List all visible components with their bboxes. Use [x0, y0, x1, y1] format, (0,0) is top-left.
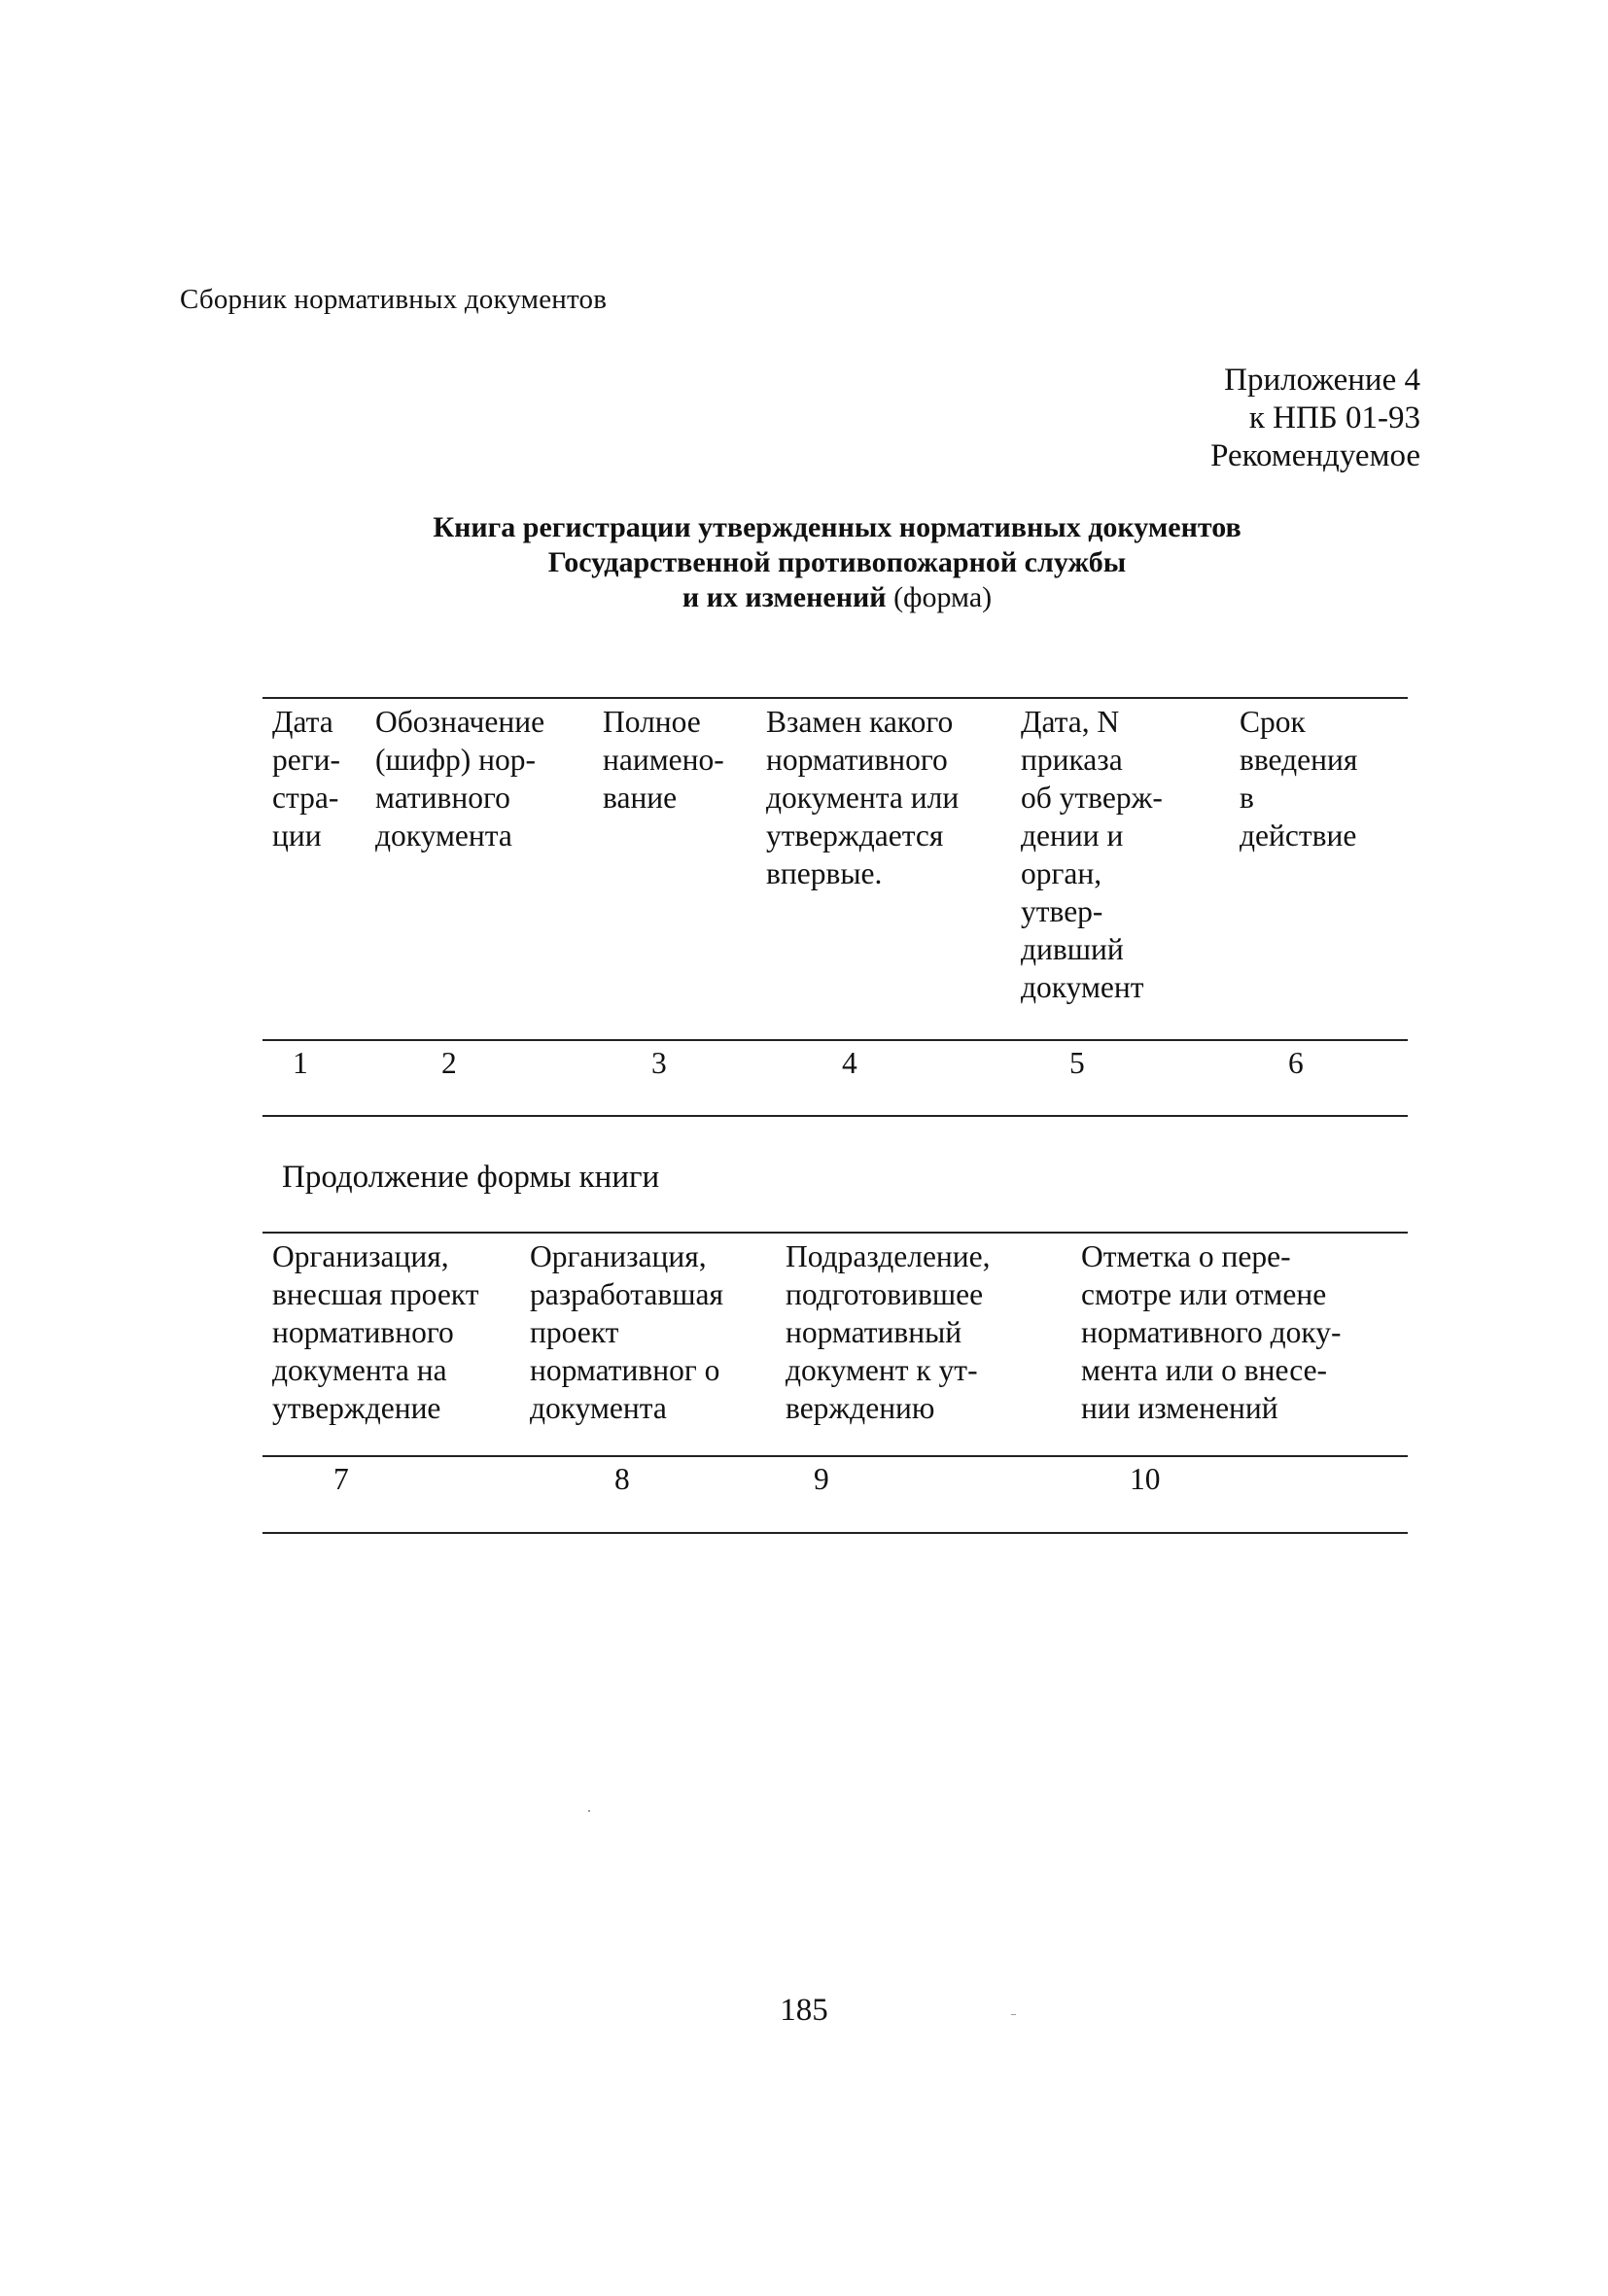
page-number: 185 — [780, 1993, 828, 2028]
table1-header-rule — [262, 1039, 1408, 1041]
table2-top-rule — [262, 1232, 1408, 1234]
form-title — [243, 510, 1431, 615]
table1-col-number: 4 — [842, 1046, 857, 1080]
table1-header-effective-date: Срок введения в действие — [1240, 705, 1358, 852]
title-line-3-normal: (форма) — [886, 581, 993, 613]
table2-col-number: 8 — [614, 1462, 630, 1496]
table2-col-number: 7 — [333, 1462, 349, 1496]
appendix-block — [1210, 362, 1420, 475]
collection-title: Сборник нормативных документов — [180, 284, 608, 315]
appendix-number: Приложение 4 — [1224, 363, 1420, 398]
appendix-status: Рекомендуемое — [1210, 438, 1420, 473]
table1-col-number: 1 — [293, 1046, 308, 1080]
table2-header-revision-note: Отметка о пере- смотре или отмене нормативного доку- мента или о внесе- нии изменений — [1081, 1239, 1342, 1425]
table2-header-preparing-unit: Подразделение, подготовившее нормативный документ к ут- верждению — [786, 1239, 991, 1425]
table1-header-order: Дата, N приказа об утверж- дении и орган, утвер- дивший документ — [1021, 705, 1163, 1004]
title-line-3 — [243, 580, 1431, 615]
table2-col-number: 9 — [814, 1462, 829, 1496]
table1-header-designation: Обозначение (шифр) нор- мативного документа — [375, 705, 545, 852]
title-line-3-bold: и их изменений — [682, 581, 887, 613]
table2-bottom-rule — [262, 1532, 1408, 1534]
table1-header-full-name: Полное наимено- вание — [603, 705, 724, 815]
continuation-label: Продолжение формы книги — [282, 1160, 660, 1195]
table1-col-number: 6 — [1288, 1046, 1304, 1080]
appendix-reference: к НПБ 01-93 — [1248, 400, 1420, 435]
table1-top-rule — [262, 697, 1408, 699]
table2-header-submitting-org: Организация, внесшая проект нормативного документа на утверждение — [272, 1239, 479, 1425]
title-line-1: Книга регистрации утвержденных нормативных документов — [433, 511, 1241, 543]
table1-bottom-rule — [262, 1115, 1408, 1117]
table2-header-rule — [262, 1455, 1408, 1457]
table1-header-date: Дата реги- стра- ции — [272, 705, 340, 852]
scan-speck — [588, 1810, 590, 1812]
table1-header-replaces: Взамен какого нормативного документа или утверждается впервые. — [766, 705, 960, 890]
title-line-2: Государственной противопожарной службы — [547, 546, 1127, 578]
table1-col-number: 2 — [441, 1046, 457, 1080]
table1-col-number: 3 — [651, 1046, 667, 1080]
table1-col-number: 5 — [1069, 1046, 1085, 1080]
table2-header-developing-org: Организация, разработавшая проект нормативног о документа — [530, 1239, 723, 1425]
table2-col-number: 10 — [1130, 1462, 1161, 1496]
